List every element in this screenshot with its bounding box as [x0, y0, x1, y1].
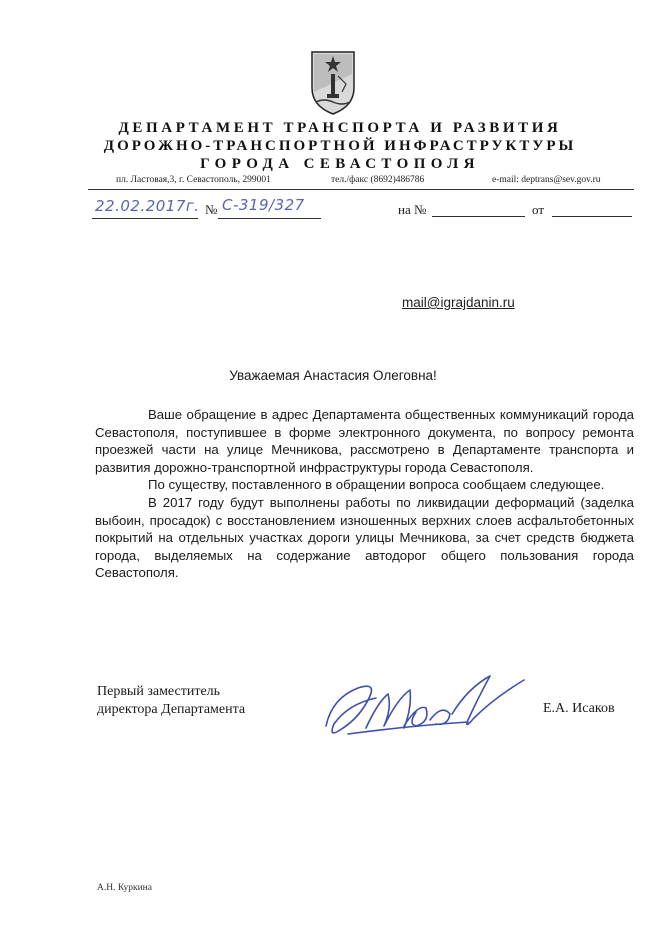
date-underline — [92, 218, 198, 219]
org-title-line-1: ДЕПАРТАМЕНТ ТРАНСПОРТА И РАЗВИТИЯ — [118, 120, 562, 136]
body-paragraph-1: Ваше обращение в адрес Департамента общественных коммуникаций города Севастополя, поступившее в форме электронного документа, по вопросу ремонта проезжей части на улице Мечникова, рассмотрено в Департаменте транспорта и развития дорожно-транспортной инфраструктуры города Севастополя. — [95, 407, 634, 475]
reply-to-blank — [432, 216, 525, 217]
signer-name: Е.А. Исаков — [543, 701, 615, 716]
letter-body — [95, 406, 634, 582]
reply-to-label: на № — [398, 202, 427, 217]
greeting: Уважаемая Анастасия Олеговна! — [229, 368, 437, 383]
outgoing-number: С-319/327 — [222, 196, 305, 214]
executor-name: А.Н. Куркина — [97, 883, 152, 893]
number-underline — [218, 218, 321, 219]
org-address: пл. Ластовая,3, г. Севастополь, 299001 — [116, 175, 271, 185]
header-divider — [88, 189, 634, 190]
sevastopol-coat-of-arms-icon — [308, 48, 358, 116]
addressee — [402, 295, 515, 310]
handwritten-signature-icon — [318, 668, 534, 746]
org-phone: тел./факс (8692)486786 — [331, 175, 425, 185]
from-blank — [552, 216, 632, 217]
body-paragraph-2: По существу, поставленного в обращении вопроса сообщаем следующее. — [148, 477, 605, 493]
outgoing-number-label: № — [205, 202, 218, 217]
org-title-line-3: ГОРОДА СЕВАСТОПОЛЯ — [200, 156, 480, 172]
signer-position-line-2: директора Департамента — [97, 702, 246, 717]
from-label: от — [532, 202, 545, 217]
outgoing-date: 22.02.2017г. — [95, 197, 200, 215]
org-email: e-mail: deptrans@sev.gov.ru — [492, 175, 601, 185]
contacts-line — [0, 175, 666, 189]
org-title-line-2: ДОРОЖНО-ТРАНСПОРТНОЙ ИНФРАСТРУКТУРЫ — [103, 138, 577, 154]
signer-position — [97, 683, 245, 719]
body-paragraph-3: В 2017 году будут выполнены работы по ликвидации деформаций (заделка выбоин, просадок) с восстановлением изношенных верхних слоев асфальтобетонных покрытий на отдельных участках дороги улицы Мечникова, за счет средств бюджета города, выделяемых на содержание автодорог общего пользования города Севастополя. — [95, 494, 634, 581]
signer-position-line-1: Первый заместитель — [97, 684, 221, 699]
addressee-email: mail@igrajdanin.ru — [402, 295, 515, 310]
